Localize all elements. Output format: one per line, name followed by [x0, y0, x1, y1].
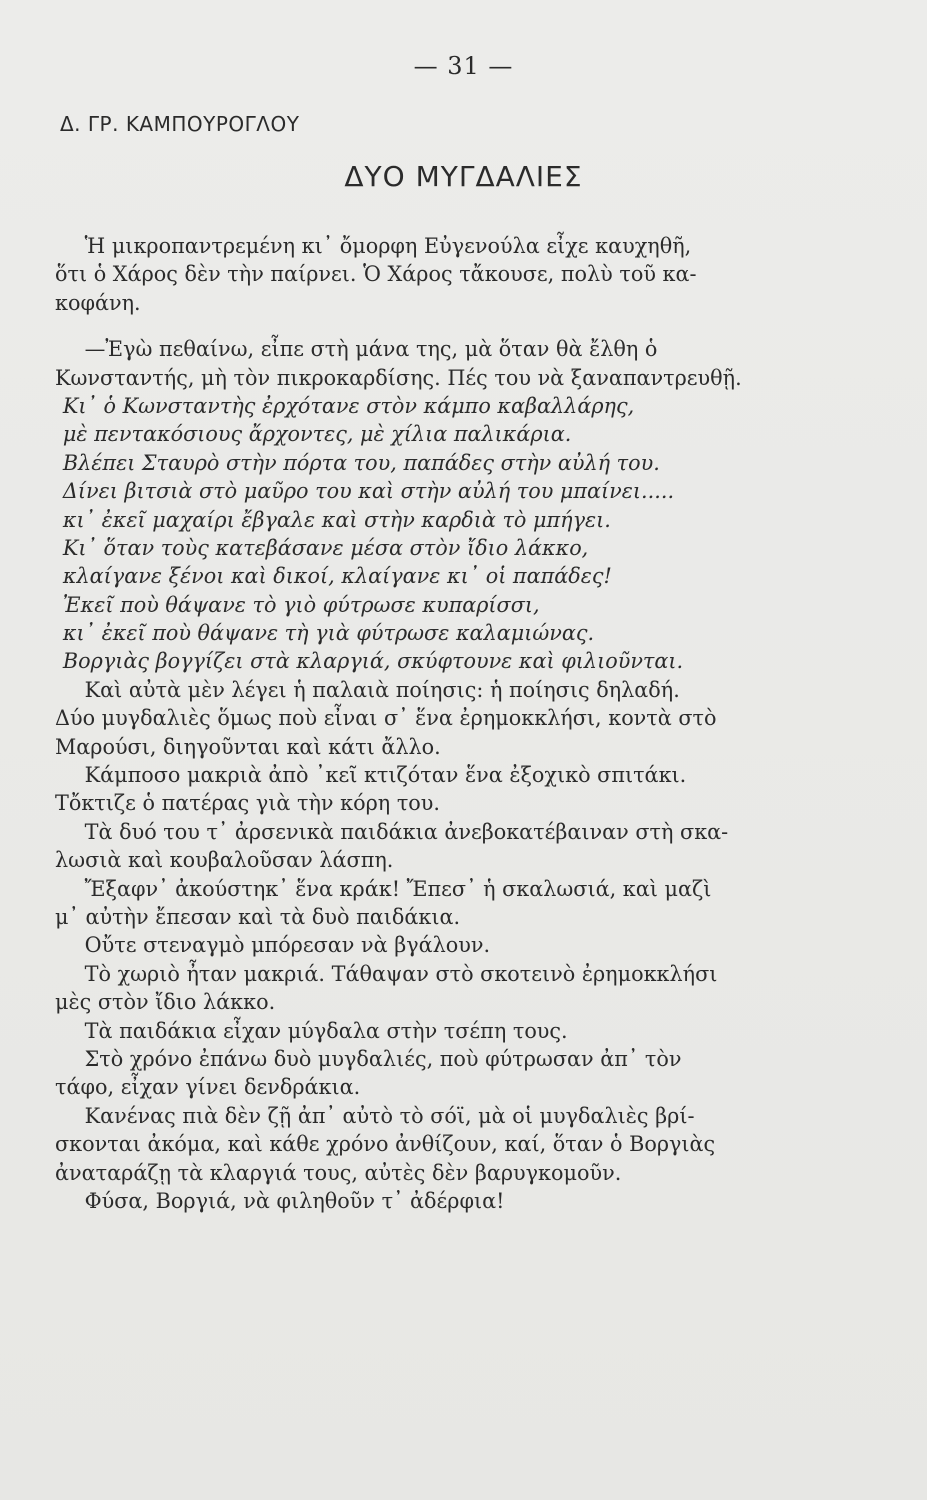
text-line: Μαρούσι, διηγοῦνται καὶ κάτι ἄλλο. — [55, 734, 441, 759]
text-line: σκονται ἀκόμα, καὶ κάθε χρόνο ἀνθίζουν, καί, ὅταν ὁ Βοργιὰς — [55, 1132, 716, 1157]
text-line: Κανένας πιὰ δὲν ζῇ ἀπ᾽ αὐτὸ τὸ σόϊ, μὰ οἱ μυγδαλιὲς βρί- — [84, 1103, 695, 1128]
text-line: Τὸ χωριὸ ἦταν μακριά. Τάθαψαν στὸ σκοτεινὸ ἐρημοκκλήσι — [84, 961, 718, 986]
page-number: — 31 — — [413, 52, 514, 80]
text-line: Τὰ δυό του τ᾽ ἀρσενικὰ παιδάκια ἀνεβοκατέβαιναν στὴ σκα- — [84, 819, 729, 844]
text-line: ὅτι ὁ Χάρος δὲν τὴν παίρνει. Ὁ Χάρος τἄκουσε, πολὺ τοῦ κα- — [55, 262, 697, 287]
text-line: κοφάνη. — [55, 290, 141, 315]
text-line: μὲς στὸν ἴδιο λάκκο. — [55, 990, 276, 1015]
poem-line: μὲ πεντακόσιους ἄρχοντες, μὲ χίλια παλικάρια. — [62, 422, 572, 447]
text-line: —Ἐγὼ πεθαίνω, εἶπε στὴ μάνα της, μὰ ὅταν θὰ ἔλθη ὁ — [84, 337, 658, 362]
text-line: λωσιὰ καὶ κουβαλοῦσαν λάσπη. — [55, 848, 394, 873]
text-line: Οὔτε στεναγμὸ μπόρεσαν νὰ βγάλουν. — [84, 933, 491, 958]
poem-line: κλαίγανε ξένοι καὶ δικοί, κλαίγανε κι᾽ οἱ παπάδες! — [62, 564, 612, 589]
text-line: ἀναταράζῃ τὰ κλαργιά τους, αὐτὲς δὲν βαρυγκομοῦν. — [55, 1160, 622, 1185]
text-line: Ἔξαφν᾽ ἀκούστηκ᾽ ἕνα κράκ! Ἔπεσ᾽ ἡ σκαλωσιά, καὶ μαζὶ — [84, 876, 712, 901]
text-line: Τὄκτιζε ὁ πατέρας γιὰ τὴν κόρη του. — [55, 791, 441, 816]
text-line: Ἡ μικροπαντρεμένη κι᾽ ὄμορφη Εὐγενούλα εἶχε καυχηθῆ, — [84, 234, 692, 258]
author-name: Δ. ΓΡ. ΚΑΜΠΟΥΡΟΓΛΟΥ — [60, 112, 300, 136]
text-line: μ᾽ αὐτὴν ἔπεσαν καὶ τὰ δυὸ παιδάκια. — [55, 904, 461, 929]
poem-line: κι᾽ ἐκεῖ ποὺ θάψανε τὴ γιὰ φύτρωσε καλαμιώνας. — [62, 621, 595, 646]
poem-line: Ἐκεῖ ποὺ θάψανε τὸ γιὸ φύτρωσε κυπαρίσσι, — [62, 592, 540, 617]
text-line: Καὶ αὐτὰ μὲν λέγει ἡ παλαιὰ ποίησις: ἡ ποίησις δηλαδή. — [84, 677, 680, 702]
poem-line: Κι᾽ ὁ Κωνσταντὴς ἐρχότανε στὸν κάμπο καβαλλάρης, — [62, 393, 635, 418]
text-line: Κωνσταντής, μὴ τὸν πικροκαρδίσης. Πές του νὰ ξαναπαντρευθῇ. — [55, 365, 742, 390]
poem-line: Βλέπει Σταυρὸ στὴν πόρτα του, παπάδες στὴν αὐλή του. — [62, 450, 660, 475]
text-line: Στὸ χρόνο ἐπάνω δυὸ μυγδαλιές, ποὺ φύτρωσαν ἀπ᾽ τὸν — [84, 1046, 682, 1071]
text-line: Δύο μυγδαλιὲς ὅμως ποὺ εἶναι σ᾽ ἕνα ἐρημοκκλήσι, κοντὰ στὸ — [55, 706, 717, 731]
text-line: τάφο, εἶχαν γίνει δενδράκια. — [55, 1075, 361, 1100]
text-line: Φύσα, Βοργιά, νὰ φιληθοῦν τ᾽ ἀδέρφια! — [84, 1188, 505, 1213]
poem-line: Βοργιὰς βογγίζει στὰ κλαργιά, σκύφτουνε καὶ φιλιοῦνται. — [62, 649, 684, 674]
poem-line: Κι᾽ ὅταν τοὺς κατεβάσανε μέσα στὸν ἴδιο λάκκο, — [62, 535, 589, 560]
text-line: Κάμποσο μακριὰ ἀπὸ ᾽κεῖ κτιζόταν ἕνα ἐξοχικὸ σπιτάκι. — [84, 763, 687, 788]
story-body — [55, 232, 875, 1215]
poem-line: Δίνει βιτσιὰ στὸ μαῦρο του καὶ στὴν αὐλή του μπαίνει..... — [62, 479, 675, 504]
text-line: Τὰ παιδάκια εἶχαν μύγδαλα στὴν τσέπη τους. — [84, 1018, 568, 1043]
poem-line: κι᾽ ἐκεῖ μαχαίρι ἔβγαλε καὶ στὴν καρδιὰ τὸ μπήγει. — [62, 507, 611, 532]
story-title: ΔΥΟ ΜΥΓΔΑΛΙΕΣ — [344, 160, 583, 193]
